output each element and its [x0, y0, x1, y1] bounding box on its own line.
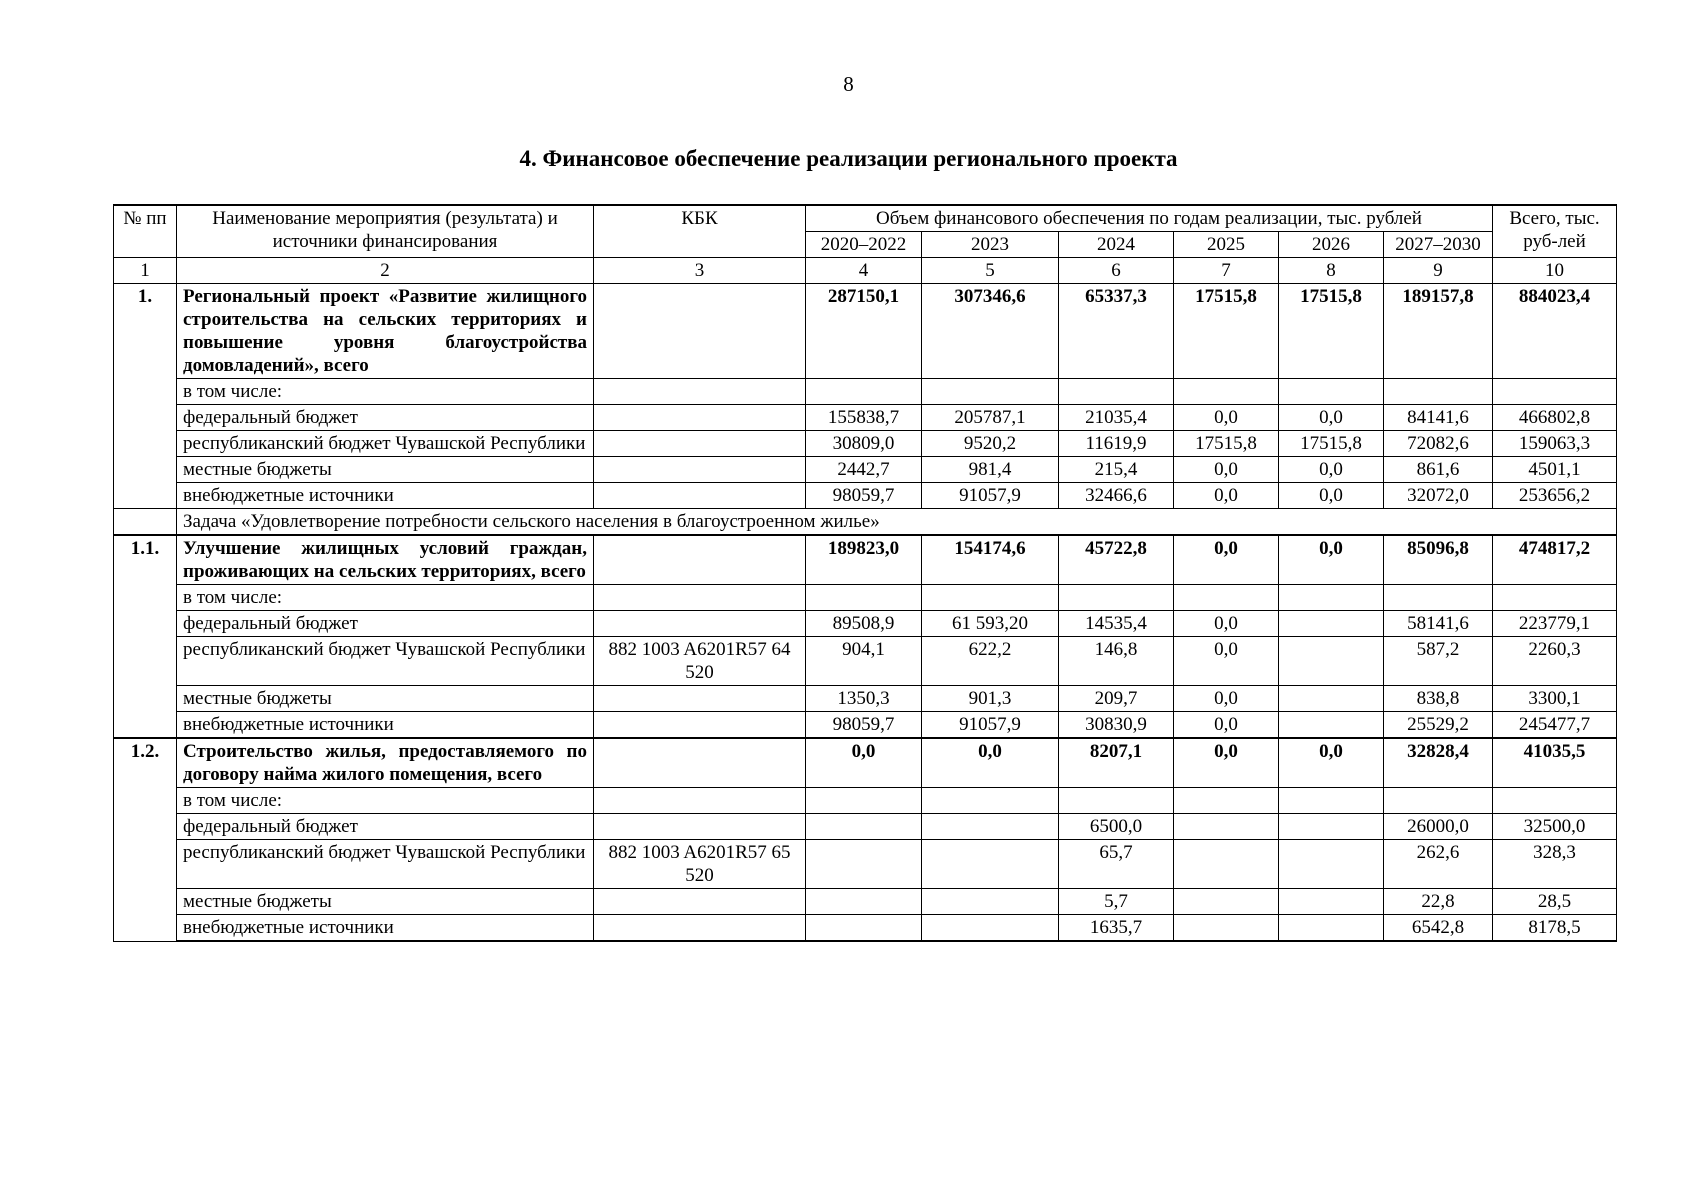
- value-cell: 328,3: [1493, 840, 1617, 889]
- empty-cell: [1384, 379, 1493, 405]
- kbk-cell: 882 1003 A6201R57 64 520: [594, 637, 806, 686]
- value-cell: 5,7: [1059, 889, 1174, 915]
- value-cell: 98059,7: [806, 712, 922, 739]
- value-cell: [1279, 611, 1384, 637]
- source-row: [114, 915, 1617, 942]
- value-cell: 155838,7: [806, 405, 922, 431]
- value-cell: 2442,7: [806, 457, 922, 483]
- source-name: местные бюджеты: [177, 457, 594, 483]
- value-cell: 17515,8: [1279, 284, 1384, 379]
- header-name: Наименование мероприятия (результата) и источники финансирования: [177, 205, 594, 258]
- value-cell: [1279, 814, 1384, 840]
- kbk-cell: [594, 483, 806, 509]
- value-cell: 32466,6: [1059, 483, 1174, 509]
- value-cell: 0,0: [1279, 483, 1384, 509]
- empty-cell: [1384, 585, 1493, 611]
- empty-cell: [1059, 585, 1174, 611]
- value-cell: [1174, 840, 1279, 889]
- financing-table: [113, 204, 1617, 942]
- header-kbk: КБК: [594, 205, 806, 258]
- column-number: 5: [922, 258, 1059, 284]
- value-cell: 32072,0: [1384, 483, 1493, 509]
- including-label: в том числе:: [177, 585, 594, 611]
- value-cell: 85096,8: [1384, 535, 1493, 585]
- value-cell: 0,0: [1279, 535, 1384, 585]
- source-row: [114, 457, 1617, 483]
- value-cell: [806, 814, 922, 840]
- column-number: 9: [1384, 258, 1493, 284]
- including-row: [114, 379, 1617, 405]
- value-cell: 159063,3: [1493, 431, 1617, 457]
- value-cell: 0,0: [1174, 457, 1279, 483]
- value-cell: [922, 889, 1059, 915]
- value-cell: 0,0: [922, 738, 1059, 788]
- source-name: республиканский бюджет Чувашской Республики: [177, 840, 594, 889]
- header-year: 2023: [922, 232, 1059, 258]
- task-num-cell: [114, 509, 177, 536]
- value-cell: 26000,0: [1384, 814, 1493, 840]
- value-cell: 189157,8: [1384, 284, 1493, 379]
- value-cell: 0,0: [1279, 738, 1384, 788]
- source-row: [114, 431, 1617, 457]
- source-row: [114, 686, 1617, 712]
- value-cell: 6500,0: [1059, 814, 1174, 840]
- column-number: 1: [114, 258, 177, 284]
- header-total: Всего, тыс. руб-лей: [1493, 205, 1617, 258]
- empty-cell: [1279, 585, 1384, 611]
- value-cell: 587,2: [1384, 637, 1493, 686]
- value-cell: [922, 915, 1059, 942]
- empty-cell: [806, 788, 922, 814]
- value-cell: 0,0: [1174, 637, 1279, 686]
- value-cell: 861,6: [1384, 457, 1493, 483]
- value-cell: 0,0: [1174, 535, 1279, 585]
- source-row: [114, 637, 1617, 686]
- source-name: республиканский бюджет Чувашской Республики: [177, 431, 594, 457]
- value-cell: 1635,7: [1059, 915, 1174, 942]
- value-cell: 466802,8: [1493, 405, 1617, 431]
- value-cell: 6542,8: [1384, 915, 1493, 942]
- kbk-cell: [594, 814, 806, 840]
- empty-cell: [922, 379, 1059, 405]
- value-cell: 0,0: [1174, 738, 1279, 788]
- value-cell: 146,8: [1059, 637, 1174, 686]
- value-cell: 58141,6: [1384, 611, 1493, 637]
- empty-cell: [806, 379, 922, 405]
- value-cell: 154174,6: [922, 535, 1059, 585]
- including-row: [114, 788, 1617, 814]
- value-cell: 884023,4: [1493, 284, 1617, 379]
- value-cell: 0,0: [806, 738, 922, 788]
- header-year: 2026: [1279, 232, 1384, 258]
- section-number: 1.1.: [114, 535, 177, 738]
- value-cell: 32500,0: [1493, 814, 1617, 840]
- including-row: [114, 585, 1617, 611]
- value-cell: 65337,3: [1059, 284, 1174, 379]
- empty-cell: [922, 585, 1059, 611]
- task-text: Задача «Удовлетворение потребности сельского населения в благоустроенном жилье»: [177, 509, 1617, 536]
- value-cell: 4501,1: [1493, 457, 1617, 483]
- value-cell: [1174, 889, 1279, 915]
- section-row: [114, 535, 1617, 585]
- value-cell: [1279, 889, 1384, 915]
- value-cell: 22,8: [1384, 889, 1493, 915]
- section-title-cell: Улучшение жилищных условий граждан, проживающих на сельских территориях, всего: [177, 535, 594, 585]
- empty-cell: [806, 585, 922, 611]
- source-row: [114, 611, 1617, 637]
- value-cell: [806, 889, 922, 915]
- value-cell: [922, 840, 1059, 889]
- value-cell: [1279, 712, 1384, 739]
- value-cell: 8207,1: [1059, 738, 1174, 788]
- empty-cell: [1493, 379, 1617, 405]
- value-cell: 904,1: [806, 637, 922, 686]
- value-cell: 245477,7: [1493, 712, 1617, 739]
- page-number: 8: [843, 72, 854, 96]
- kbk-cell: [594, 431, 806, 457]
- value-cell: 981,4: [922, 457, 1059, 483]
- empty-cell: [1493, 585, 1617, 611]
- kbk-cell: 882 1003 A6201R57 65 520: [594, 840, 806, 889]
- column-number: 2: [177, 258, 594, 284]
- value-cell: 223779,1: [1493, 611, 1617, 637]
- source-row: [114, 483, 1617, 509]
- value-cell: 84141,6: [1384, 405, 1493, 431]
- value-cell: 0,0: [1279, 405, 1384, 431]
- value-cell: 0,0: [1174, 686, 1279, 712]
- value-cell: 30830,9: [1059, 712, 1174, 739]
- source-name: внебюджетные источники: [177, 915, 594, 942]
- value-cell: 32828,4: [1384, 738, 1493, 788]
- header-volume: Объем финансового обеспечения по годам реализации, тыс. рублей: [806, 205, 1493, 232]
- column-number: 4: [806, 258, 922, 284]
- source-name: федеральный бюджет: [177, 814, 594, 840]
- kbk-cell: [594, 738, 806, 788]
- section-number: 1.2.: [114, 738, 177, 941]
- value-cell: 0,0: [1174, 712, 1279, 739]
- value-cell: 91057,9: [922, 712, 1059, 739]
- value-cell: 61 593,20: [922, 611, 1059, 637]
- empty-cell: [1174, 379, 1279, 405]
- value-cell: 474817,2: [1493, 535, 1617, 585]
- value-cell: 89508,9: [806, 611, 922, 637]
- header-year: 2027–2030: [1384, 232, 1493, 258]
- source-row: [114, 889, 1617, 915]
- value-cell: 17515,8: [1174, 284, 1279, 379]
- including-label: в том числе:: [177, 788, 594, 814]
- value-cell: [1174, 814, 1279, 840]
- value-cell: 28,5: [1493, 889, 1617, 915]
- column-number: 3: [594, 258, 806, 284]
- kbk-cell: [594, 611, 806, 637]
- empty-cell: [594, 379, 806, 405]
- value-cell: 11619,9: [1059, 431, 1174, 457]
- value-cell: 287150,1: [806, 284, 922, 379]
- column-number: 7: [1174, 258, 1279, 284]
- value-cell: 72082,6: [1384, 431, 1493, 457]
- value-cell: 622,2: [922, 637, 1059, 686]
- value-cell: 209,7: [1059, 686, 1174, 712]
- value-cell: 901,3: [922, 686, 1059, 712]
- empty-cell: [1493, 788, 1617, 814]
- value-cell: 8178,5: [1493, 915, 1617, 942]
- value-cell: 838,8: [1384, 686, 1493, 712]
- kbk-cell: [594, 284, 806, 379]
- source-row: [114, 814, 1617, 840]
- header-year: 2020–2022: [806, 232, 922, 258]
- value-cell: 21035,4: [1059, 405, 1174, 431]
- column-number: 6: [1059, 258, 1174, 284]
- value-cell: 30809,0: [806, 431, 922, 457]
- value-cell: 17515,8: [1174, 431, 1279, 457]
- value-cell: 9520,2: [922, 431, 1059, 457]
- kbk-cell: [594, 889, 806, 915]
- header-row: [114, 205, 1617, 232]
- section-number: 1.: [114, 284, 177, 509]
- value-cell: 307346,6: [922, 284, 1059, 379]
- value-cell: 215,4: [1059, 457, 1174, 483]
- value-cell: 253656,2: [1493, 483, 1617, 509]
- section-title-cell: Строительство жилья, предоставляемого по договору найма жилого помещения, всего: [177, 738, 594, 788]
- source-name: федеральный бюджет: [177, 405, 594, 431]
- value-cell: 91057,9: [922, 483, 1059, 509]
- value-cell: 65,7: [1059, 840, 1174, 889]
- empty-cell: [1174, 788, 1279, 814]
- value-cell: [1279, 915, 1384, 942]
- source-name: местные бюджеты: [177, 889, 594, 915]
- kbk-cell: [594, 915, 806, 942]
- value-cell: 189823,0: [806, 535, 922, 585]
- empty-cell: [1279, 788, 1384, 814]
- value-cell: [922, 814, 1059, 840]
- header-num: № пп: [114, 205, 177, 258]
- source-name: федеральный бюджет: [177, 611, 594, 637]
- kbk-cell: [594, 405, 806, 431]
- source-name: республиканский бюджет Чувашской Республики: [177, 637, 594, 686]
- value-cell: 45722,8: [1059, 535, 1174, 585]
- empty-cell: [594, 788, 806, 814]
- value-cell: 0,0: [1174, 405, 1279, 431]
- value-cell: [1174, 915, 1279, 942]
- empty-cell: [1174, 585, 1279, 611]
- value-cell: 205787,1: [922, 405, 1059, 431]
- section-row: [114, 738, 1617, 788]
- kbk-cell: [594, 686, 806, 712]
- value-cell: [806, 915, 922, 942]
- empty-cell: [1059, 379, 1174, 405]
- value-cell: 98059,7: [806, 483, 922, 509]
- column-number: 8: [1279, 258, 1384, 284]
- value-cell: [1279, 686, 1384, 712]
- value-cell: 17515,8: [1279, 431, 1384, 457]
- empty-cell: [922, 788, 1059, 814]
- section-title-cell: Региональный проект «Развитие жилищного строительства на сельских территориях и повышение уровня благоустройства домовладений», всего: [177, 284, 594, 379]
- value-cell: [806, 840, 922, 889]
- kbk-cell: [594, 457, 806, 483]
- section-title: 4. Финансовое обеспечение реализации регионального проекта: [519, 146, 1178, 171]
- value-cell: 41035,5: [1493, 738, 1617, 788]
- value-cell: 14535,4: [1059, 611, 1174, 637]
- kbk-cell: [594, 535, 806, 585]
- value-cell: 262,6: [1384, 840, 1493, 889]
- empty-cell: [594, 585, 806, 611]
- empty-cell: [1384, 788, 1493, 814]
- source-name: внебюджетные источники: [177, 712, 594, 739]
- value-cell: 0,0: [1174, 611, 1279, 637]
- value-cell: 0,0: [1174, 483, 1279, 509]
- header-year: 2024: [1059, 232, 1174, 258]
- empty-cell: [1059, 788, 1174, 814]
- value-cell: [1279, 840, 1384, 889]
- kbk-cell: [594, 712, 806, 739]
- source-row: [114, 712, 1617, 739]
- column-number: 10: [1493, 258, 1617, 284]
- value-cell: [1279, 637, 1384, 686]
- task-row: [114, 509, 1617, 536]
- source-name: внебюджетные источники: [177, 483, 594, 509]
- value-cell: 25529,2: [1384, 712, 1493, 739]
- value-cell: 0,0: [1279, 457, 1384, 483]
- source-name: местные бюджеты: [177, 686, 594, 712]
- value-cell: 3300,1: [1493, 686, 1617, 712]
- header-year: 2025: [1174, 232, 1279, 258]
- including-label: в том числе:: [177, 379, 594, 405]
- value-cell: 2260,3: [1493, 637, 1617, 686]
- empty-cell: [1279, 379, 1384, 405]
- section-row: [114, 284, 1617, 379]
- value-cell: 1350,3: [806, 686, 922, 712]
- column-number-row: [114, 258, 1617, 284]
- source-row: [114, 840, 1617, 889]
- source-row: [114, 405, 1617, 431]
